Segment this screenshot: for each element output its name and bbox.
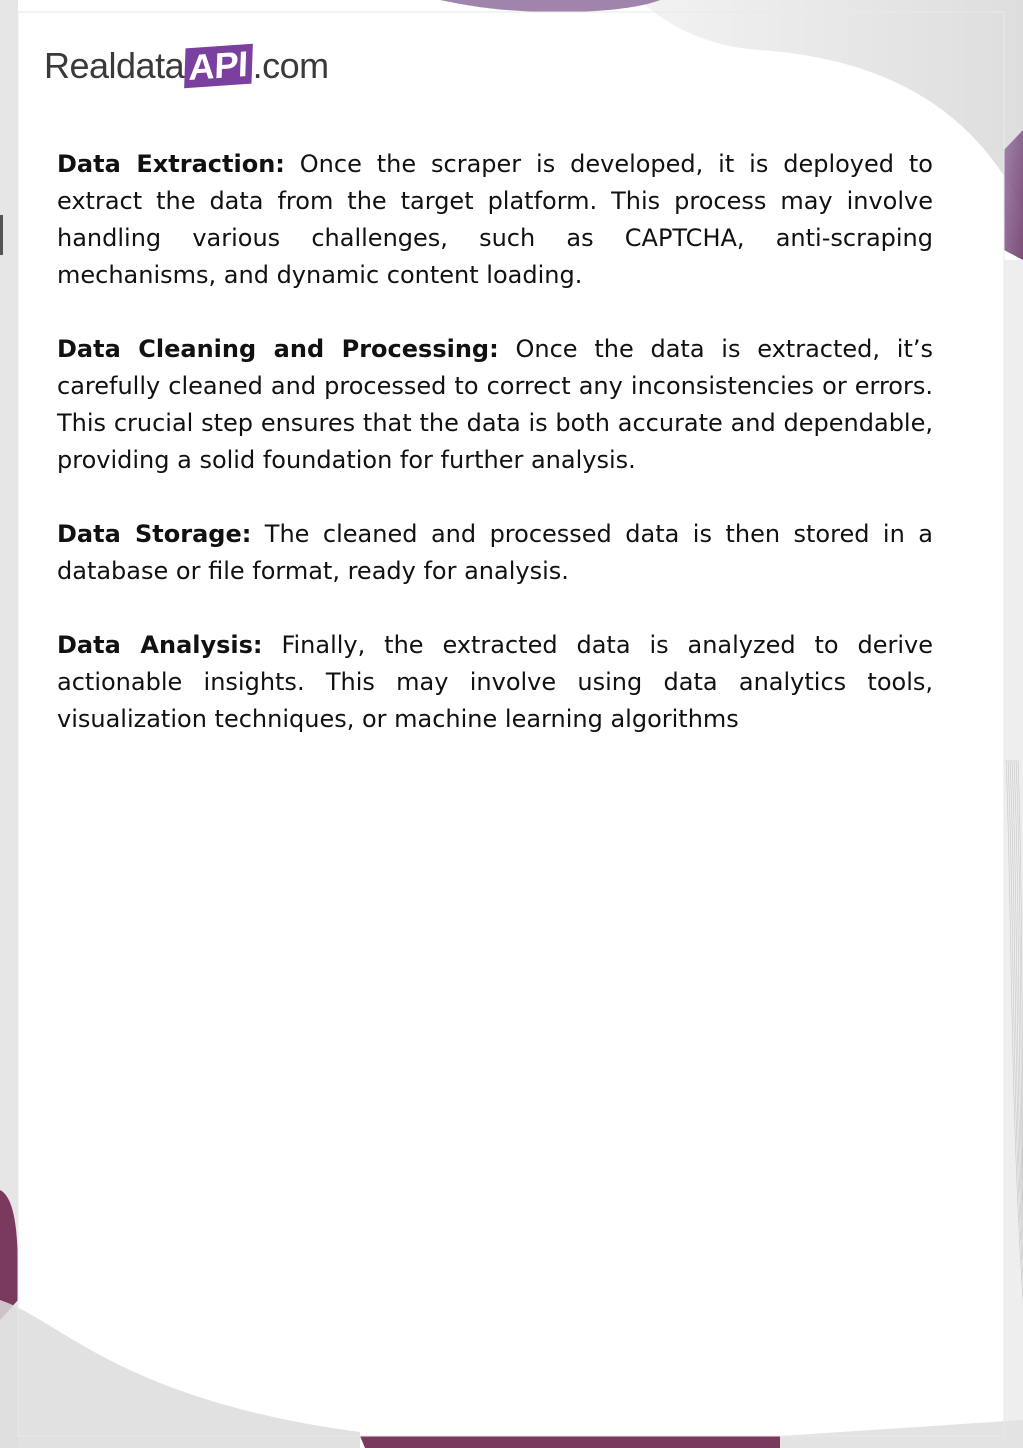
company-logo[interactable] [44, 40, 329, 92]
logo-suffix: .com [252, 45, 329, 86]
bottom-gray-tail [780, 1420, 1023, 1448]
paragraph-label: Data Cleaning and Processing: [57, 335, 499, 363]
paragraph-label: Data Analysis: [57, 631, 263, 659]
logo-prefix: Realdata [44, 45, 185, 86]
paragraph-text: Finally, the extracted data is analyzed to derive actionable insights. This may involve using data analytics tools, visualization techniques, or machine learning algorithms [57, 631, 934, 733]
paragraph-data-analysis [57, 627, 933, 738]
article-body [57, 146, 933, 775]
bottom-plum-band [360, 1436, 780, 1448]
paragraph-data-extraction [57, 146, 933, 294]
logo-highlight: API [184, 44, 252, 89]
paragraph-data-storage [57, 516, 933, 590]
bottom-left-gray-shape [0, 1300, 360, 1448]
left-edge-mark [0, 215, 3, 255]
paragraph-text: The cleaned and processed data is then stored in a database or file format, ready for analysis. [57, 520, 933, 585]
paragraph-label: Data Storage: [57, 520, 252, 548]
paragraph-data-cleaning [57, 331, 933, 479]
paragraph-text: Once the data is extracted, it’s carefully cleaned and processed to correct any inconsistencies or errors. This crucial step ensures that the data is both accurate and dependable, providing a solid foundation for further analysis. [57, 335, 934, 474]
paragraph-text: Once the scraper is developed, it is deployed to extract the data from the target platform. This process may involve handling various challenges, such as CAPTCHA, anti-scraping mechanisms, and dynamic content loading. [57, 150, 933, 289]
right-plum-band [1004, 130, 1023, 260]
paragraph-label: Data Extraction: [57, 150, 285, 178]
top-plum-shape [440, 0, 660, 12]
